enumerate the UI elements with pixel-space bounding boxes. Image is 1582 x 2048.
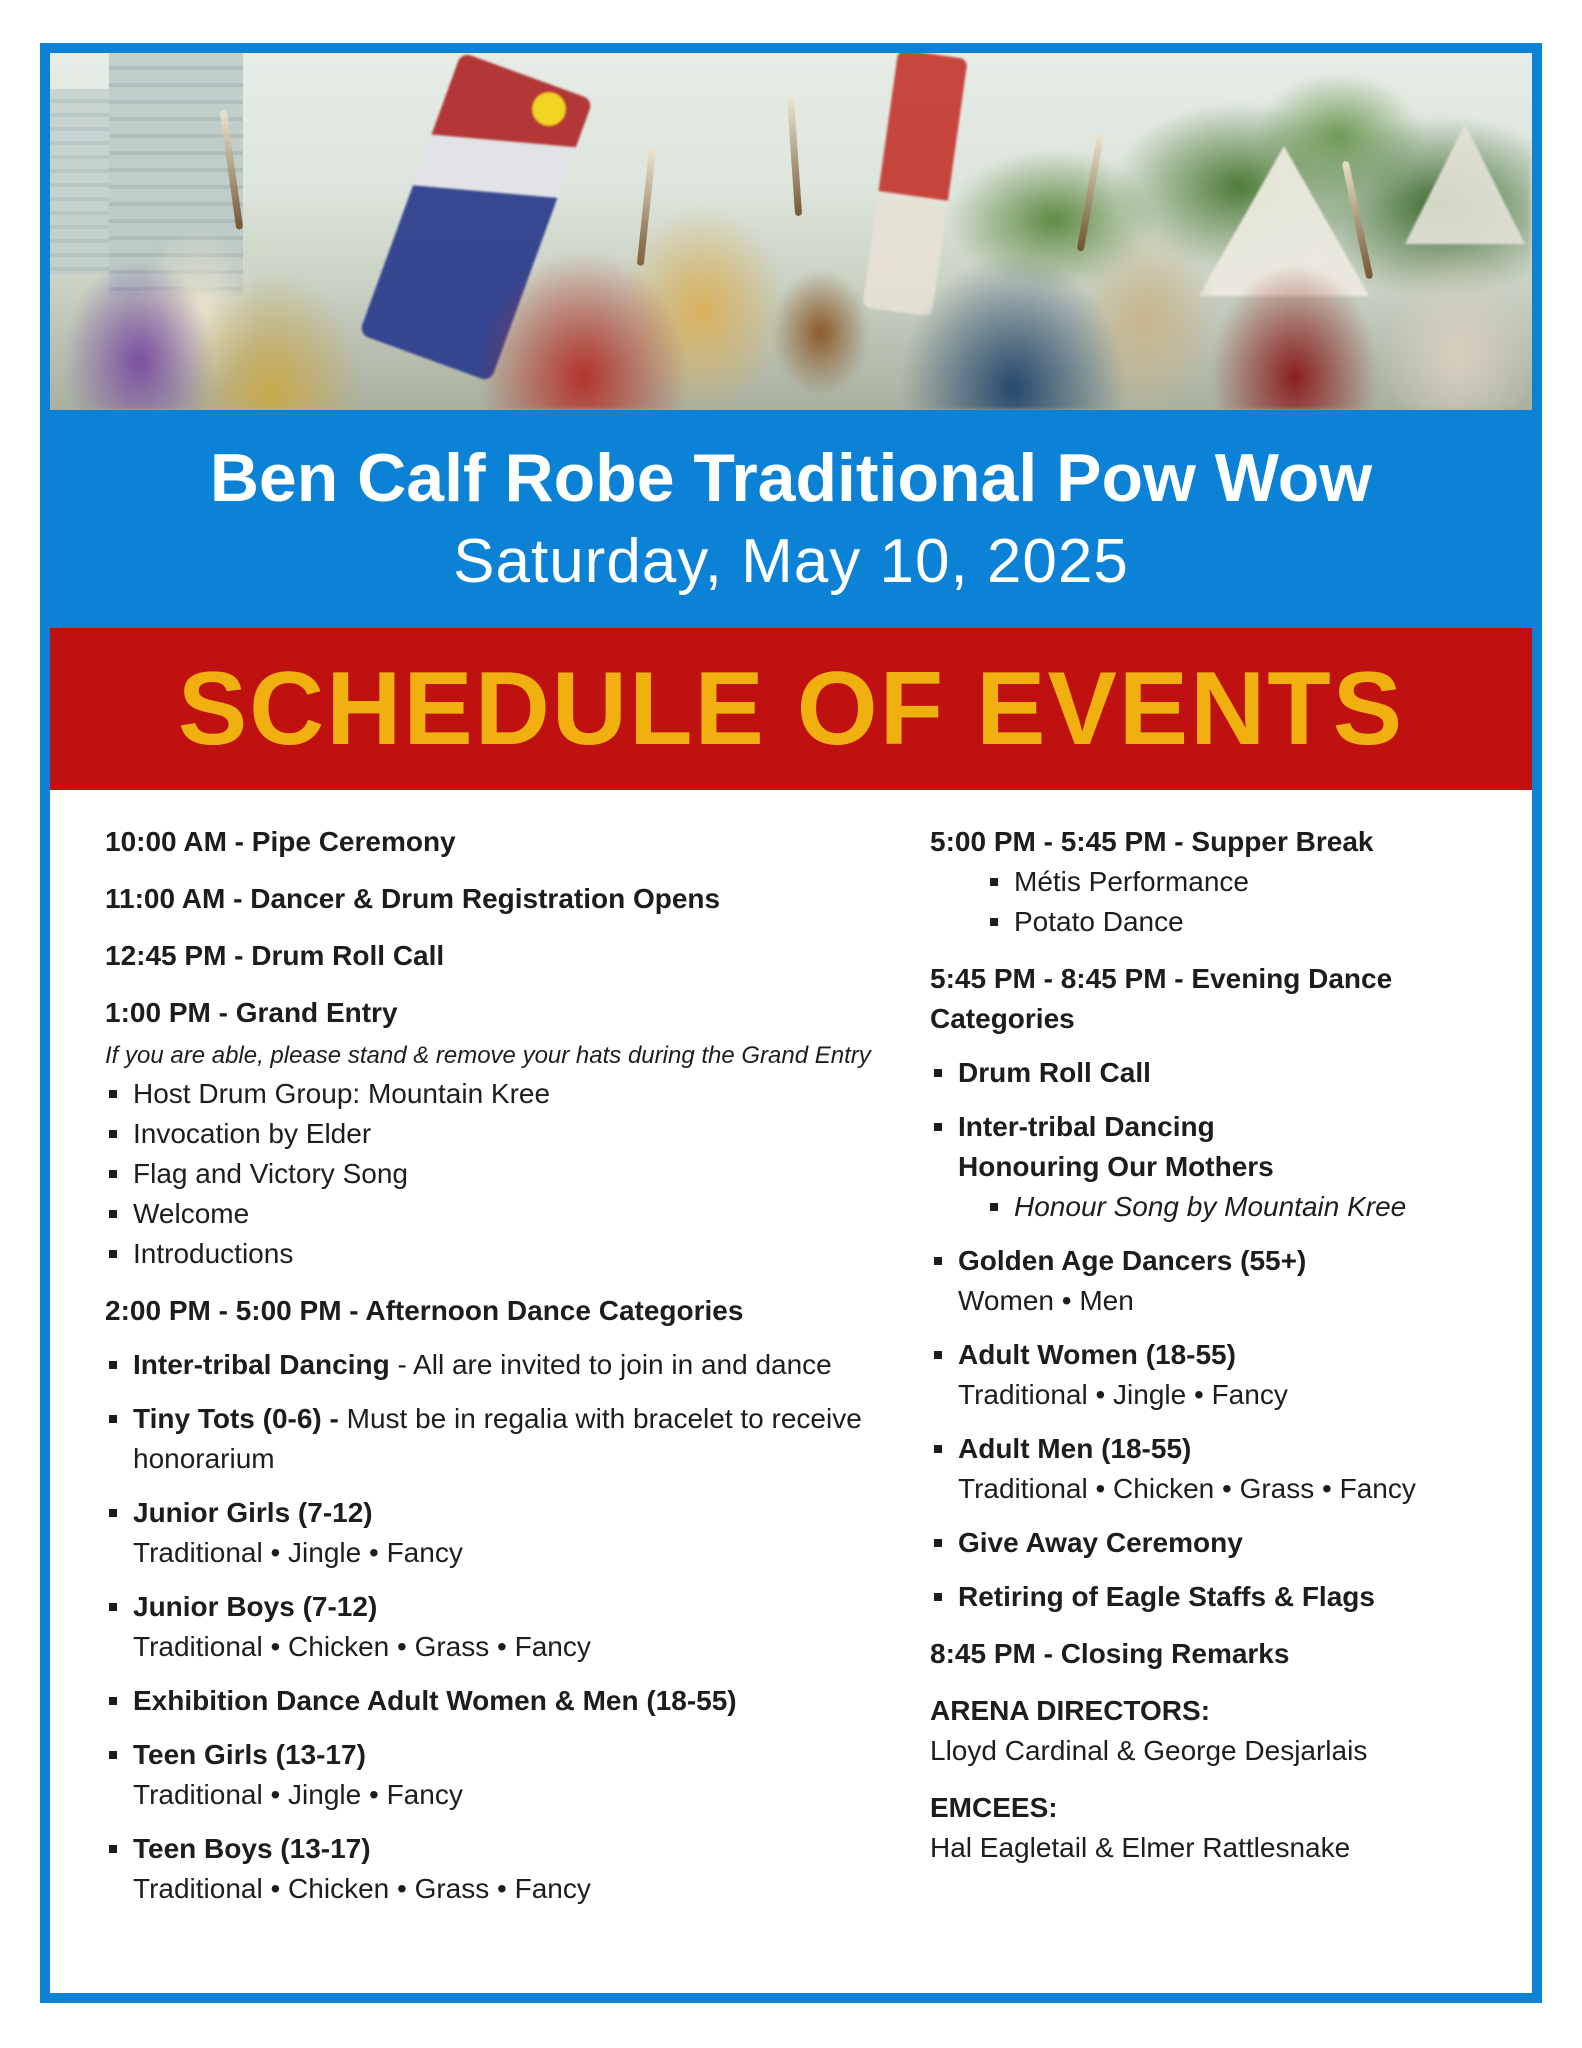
- photo-dancers-regalia: [50, 189, 1532, 410]
- square-bullet-icon: [934, 1593, 942, 1601]
- square-bullet-icon: [934, 1069, 942, 1077]
- schedule-banner: [50, 628, 1532, 790]
- list-item: [105, 1587, 930, 1667]
- square-bullet-icon: [109, 1845, 117, 1853]
- list-item-text: [133, 1587, 930, 1667]
- list-item: [105, 1154, 930, 1194]
- square-bullet-icon: [934, 1539, 942, 1547]
- square-bullet-icon: [990, 878, 998, 886]
- list-item: [105, 1399, 930, 1479]
- category-label: Exhibition Dance Adult Women & Men (18-55): [133, 1685, 737, 1716]
- list-item-text: Honour Song by Mountain Kree: [1014, 1191, 1407, 1222]
- square-bullet-icon: [109, 1210, 117, 1218]
- role-names: Lloyd Cardinal & George Desjarlais: [930, 1735, 1368, 1766]
- square-bullet-icon: [109, 1130, 117, 1138]
- list-item: [105, 1735, 930, 1815]
- category-label: Inter-tribal Dancing: [133, 1349, 390, 1380]
- list-item-text: [133, 1829, 930, 1909]
- square-bullet-icon: [109, 1250, 117, 1258]
- list-item-text: Invocation by Elder: [133, 1118, 372, 1149]
- category-detail: - All are invited to join in and dance: [389, 1349, 832, 1380]
- flyer-blue-frame: [40, 43, 1542, 2003]
- category-label: Junior Girls (7-12): [133, 1497, 373, 1528]
- list-item: [986, 862, 1495, 902]
- list-item: [930, 1241, 1495, 1321]
- square-bullet-icon: [109, 1415, 117, 1423]
- category-label: Retiring of Eagle Staffs & Flags: [958, 1581, 1375, 1612]
- list-item: [986, 1187, 1495, 1227]
- category-label: Honouring Our Mothers: [958, 1151, 1274, 1182]
- square-bullet-icon: [109, 1751, 117, 1759]
- square-bullet-icon: [934, 1123, 942, 1131]
- event-time-heading: 1:00 PM - Grand Entry: [105, 997, 398, 1028]
- list-item-text: [133, 1735, 930, 1815]
- event-time-heading: 2:00 PM - 5:00 PM - Afternoon Dance Categories: [105, 1295, 744, 1326]
- list-item-text: Métis Performance: [1014, 866, 1249, 897]
- event-time-heading: 8:45 PM - Closing Remarks: [930, 1638, 1290, 1669]
- title-band: [50, 410, 1532, 628]
- list-item: [105, 1681, 930, 1721]
- category-styles: Traditional • Jingle • Fancy: [958, 1379, 1288, 1410]
- list-item: [930, 1429, 1495, 1509]
- square-bullet-icon: [990, 918, 998, 926]
- category-detail: Must be in regalia with bracelet to receive honorarium: [133, 1403, 862, 1474]
- event-time-heading: 5:45 PM - 8:45 PM - Evening Dance Categories: [930, 963, 1393, 1034]
- list-item-text: [133, 1345, 930, 1385]
- list-item: [105, 1074, 930, 1114]
- list-item-text: Potato Dance: [1014, 906, 1184, 937]
- category-styles: Traditional • Jingle • Fancy: [133, 1779, 463, 1810]
- schedule-columns: [50, 790, 1532, 1909]
- list-item: [930, 1107, 1495, 1187]
- schedule-banner-text: SCHEDULE OF EVENTS: [177, 651, 1405, 767]
- category-label: Teen Girls (13-17): [133, 1739, 366, 1770]
- list-item-text: [958, 1577, 1495, 1617]
- list-item-text: [133, 1399, 930, 1479]
- event-time-heading: 12:45 PM - Drum Roll Call: [105, 940, 445, 971]
- list-item: [930, 1053, 1495, 1093]
- event-time-heading: 10:00 AM - Pipe Ceremony: [105, 826, 456, 857]
- list-item-text: [958, 1429, 1495, 1509]
- category-styles: Traditional • Jingle • Fancy: [133, 1537, 463, 1568]
- role-heading: EMCEES:: [930, 1792, 1058, 1823]
- category-label: Tiny Tots (0-6) -: [133, 1403, 347, 1434]
- list-item: [105, 1493, 930, 1573]
- category-label: Golden Age Dancers (55+): [958, 1245, 1307, 1276]
- list-item-text: Welcome: [133, 1198, 250, 1229]
- square-bullet-icon: [109, 1697, 117, 1705]
- list-item: [105, 1345, 930, 1385]
- category-label: Inter-tribal Dancing: [958, 1111, 1215, 1142]
- category-label: Drum Roll Call: [958, 1057, 1151, 1088]
- square-bullet-icon: [934, 1351, 942, 1359]
- square-bullet-icon: [109, 1509, 117, 1517]
- role-heading: ARENA DIRECTORS:: [930, 1695, 1211, 1726]
- schedule-column-right: [930, 822, 1495, 1909]
- list-item-text: [133, 1681, 930, 1721]
- category-label: Junior Boys (7-12): [133, 1591, 378, 1622]
- list-item-text: [133, 1493, 930, 1573]
- list-item-text: [958, 1523, 1495, 1563]
- category-label: Teen Boys (13-17): [133, 1833, 371, 1864]
- square-bullet-icon: [990, 1203, 998, 1211]
- square-bullet-icon: [109, 1090, 117, 1098]
- list-item: [930, 1523, 1495, 1563]
- list-item-text: [958, 1107, 1495, 1187]
- event-time-heading: 11:00 AM - Dancer & Drum Registration Opens: [105, 883, 721, 914]
- list-item: [105, 1829, 930, 1909]
- photo-yellow-pom: [532, 92, 566, 126]
- list-item-text: [958, 1241, 1495, 1321]
- event-title: Ben Calf Robe Traditional Pow Wow: [209, 440, 1373, 516]
- list-item: [105, 1194, 930, 1234]
- list-item-text: [958, 1053, 1495, 1093]
- category-styles: Traditional • Chicken • Grass • Fancy: [133, 1631, 591, 1662]
- list-item: [986, 902, 1495, 942]
- list-item: [105, 1234, 930, 1274]
- category-styles: Traditional • Chicken • Grass • Fancy: [958, 1473, 1416, 1504]
- powwow-photo: [50, 53, 1532, 410]
- square-bullet-icon: [934, 1257, 942, 1265]
- category-label: Give Away Ceremony: [958, 1527, 1243, 1558]
- square-bullet-icon: [109, 1361, 117, 1369]
- list-item-text: Flag and Victory Song: [133, 1158, 408, 1189]
- category-label: Adult Men (18-55): [958, 1433, 1192, 1464]
- category-styles: Women • Men: [958, 1285, 1134, 1316]
- event-date: Saturday, May 10, 2025: [453, 527, 1129, 596]
- list-item-text: [958, 1335, 1495, 1415]
- square-bullet-icon: [109, 1170, 117, 1178]
- list-item: [930, 1335, 1495, 1415]
- category-label: Adult Women (18-55): [958, 1339, 1236, 1370]
- square-bullet-icon: [934, 1445, 942, 1453]
- grand-entry-note: If you are able, please stand & remove your hats during the Grand Entry: [105, 1042, 871, 1069]
- list-item-text: Host Drum Group: Mountain Kree: [133, 1078, 551, 1109]
- list-item: [930, 1577, 1495, 1617]
- list-item: [105, 1114, 930, 1154]
- schedule-column-left: [105, 822, 930, 1909]
- list-item-text: Introductions: [133, 1238, 294, 1269]
- square-bullet-icon: [109, 1603, 117, 1611]
- category-styles: Traditional • Chicken • Grass • Fancy: [133, 1873, 591, 1904]
- event-time-heading: 5:00 PM - 5:45 PM - Supper Break: [930, 826, 1374, 857]
- role-names: Hal Eagletail & Elmer Rattlesnake: [930, 1832, 1351, 1863]
